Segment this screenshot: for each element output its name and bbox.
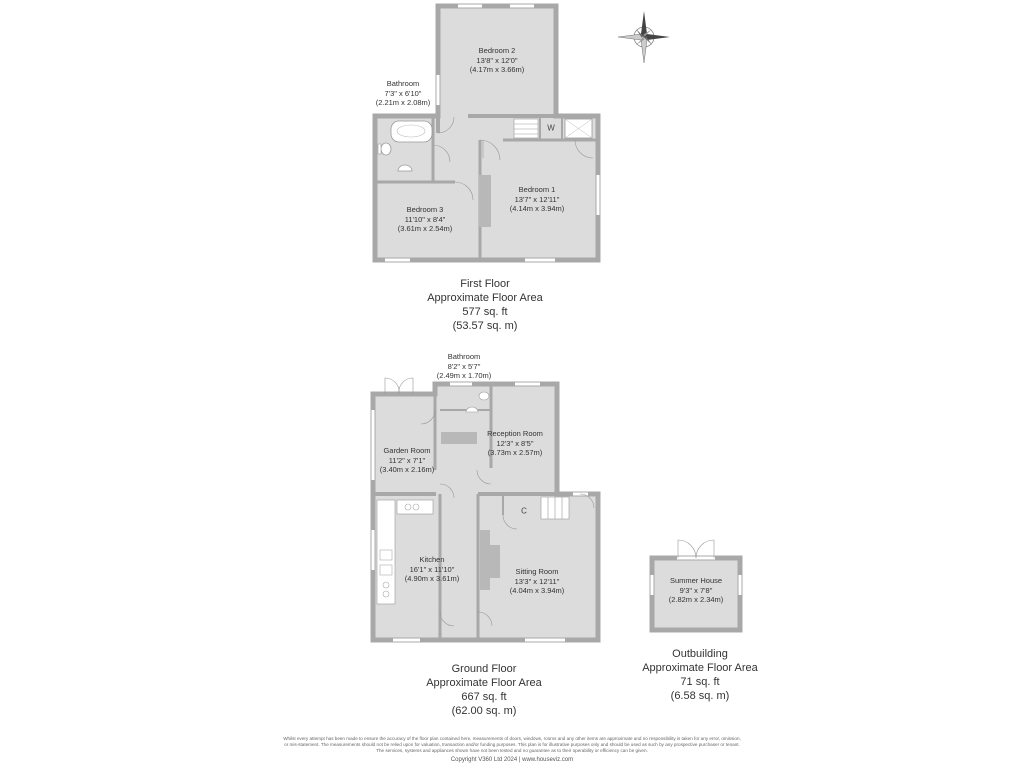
room-name: Bathroom	[386, 79, 420, 88]
floor-area-sqft: 667 sq. ft	[461, 691, 507, 703]
room-size-imperial: 16'1" x 11'10"	[409, 564, 455, 574]
wardrobe-label: W	[547, 123, 555, 133]
room-size-imperial: 11'2" x 7'1"	[388, 455, 426, 465]
room-label-bedroom-3	[398, 205, 453, 234]
floor-area-label: Approximate Floor Area	[427, 292, 543, 304]
room-size-imperial: 13'7" x 12'11"	[514, 194, 560, 204]
room-name: Bathroom	[447, 352, 481, 361]
room-name: Sitting Room	[515, 567, 559, 576]
room-size-metric: (3.40m x 2.16m)	[379, 465, 435, 474]
room-size-imperial: 7'3" x 6'10"	[384, 88, 422, 98]
room-size-metric: (2.21m x 2.08m)	[375, 98, 431, 107]
floor-area-label: Approximate Floor Area	[426, 677, 542, 689]
floor-area-sqm: (62.00 sq. m)	[451, 705, 517, 717]
room-name: Bedroom 3	[406, 205, 444, 214]
room-label-garden-room	[380, 446, 435, 475]
floor-name: First Floor	[460, 278, 510, 290]
room-name: Garden Room	[383, 446, 431, 455]
room-size-metric: (4.04m x 3.94m)	[509, 586, 565, 595]
room-size-imperial: 11'10" x 8'4"	[404, 214, 446, 224]
room-size-imperial: 12'3" x 8'5"	[496, 438, 534, 448]
room-label-sitting-room	[510, 567, 565, 596]
floor-area-sqm: (53.57 sq. m)	[452, 320, 518, 332]
floor-area-label: Approximate Floor Area	[642, 662, 758, 674]
room-label-kitchen	[405, 555, 460, 584]
floor-area-sqft: 577 sq. ft	[462, 306, 508, 318]
outbuilding-area-caption	[642, 647, 758, 703]
room-label-summer-house	[669, 576, 724, 605]
room-size-metric: (3.61m x 2.54m)	[397, 224, 453, 233]
floor-area-sqft: 71 sq. ft	[680, 676, 720, 688]
room-size-metric: (4.17m x 3.66m)	[469, 65, 525, 74]
room-size-metric: (4.90m x 3.61m)	[404, 574, 460, 583]
room-name: Summer House	[669, 576, 723, 585]
disclaimer	[200, 736, 824, 754]
room-name: Reception Room	[487, 429, 543, 438]
room-label-bathroom-first	[376, 79, 431, 108]
floor-area-sqm: (6.58 sq. m)	[670, 690, 730, 702]
room-label-bedroom-2	[470, 46, 525, 75]
disclaimer-line: Whilst every attempt has been made to ensure the accuracy of the floor plan contained here, measurements of doors, windows, rooms and any other items are approximate and no responsibility is taken for any error, omission,	[283, 736, 741, 741]
first-floor-area-caption	[427, 277, 543, 333]
room-size-imperial: 13'8" x 12'0"	[476, 55, 518, 65]
room-name: Bedroom 1	[518, 185, 556, 194]
room-size-metric: (2.49m x 1.70m)	[436, 371, 492, 380]
room-label-bedroom-1	[510, 185, 565, 214]
floor-name: Outbuilding	[672, 648, 728, 660]
room-label-bathroom-ground	[437, 352, 492, 381]
copyright-notice: Copyright V360 Ltd 2024 | www.houseviz.com	[450, 757, 574, 763]
room-size-metric: (3.73m x 2.57m)	[487, 448, 543, 457]
disclaimer-line: The services, systems and appliances shown have not been tested and no guarantee as to their operability or efficiency can be given.	[376, 748, 648, 753]
room-size-imperial: 9'3" x 7'8"	[679, 585, 713, 595]
ground-floor-area-caption	[426, 662, 542, 718]
compass-icon	[618, 11, 670, 63]
cupboard-label: C	[521, 506, 527, 516]
floor-name: Ground Floor	[451, 663, 517, 675]
room-size-imperial: 8'2" x 5'7"	[447, 361, 481, 371]
room-size-imperial: 13'3" x 12'11"	[514, 576, 560, 586]
ground-floor-plan	[373, 378, 598, 640]
room-name: Bedroom 2	[478, 46, 516, 55]
room-name: Kitchen	[419, 555, 445, 564]
room-label-reception-room	[487, 429, 543, 458]
room-size-metric: (4.14m x 3.94m)	[509, 204, 565, 213]
room-size-metric: (2.82m x 2.34m)	[668, 595, 724, 604]
disclaimer-line: or mis-statement. The measurements should not be relied upon for valuation, transaction and/or funding purposes. This plan is for illustrative purposes only and should be used as such by any prospective purchaser or tenant.	[284, 742, 740, 747]
